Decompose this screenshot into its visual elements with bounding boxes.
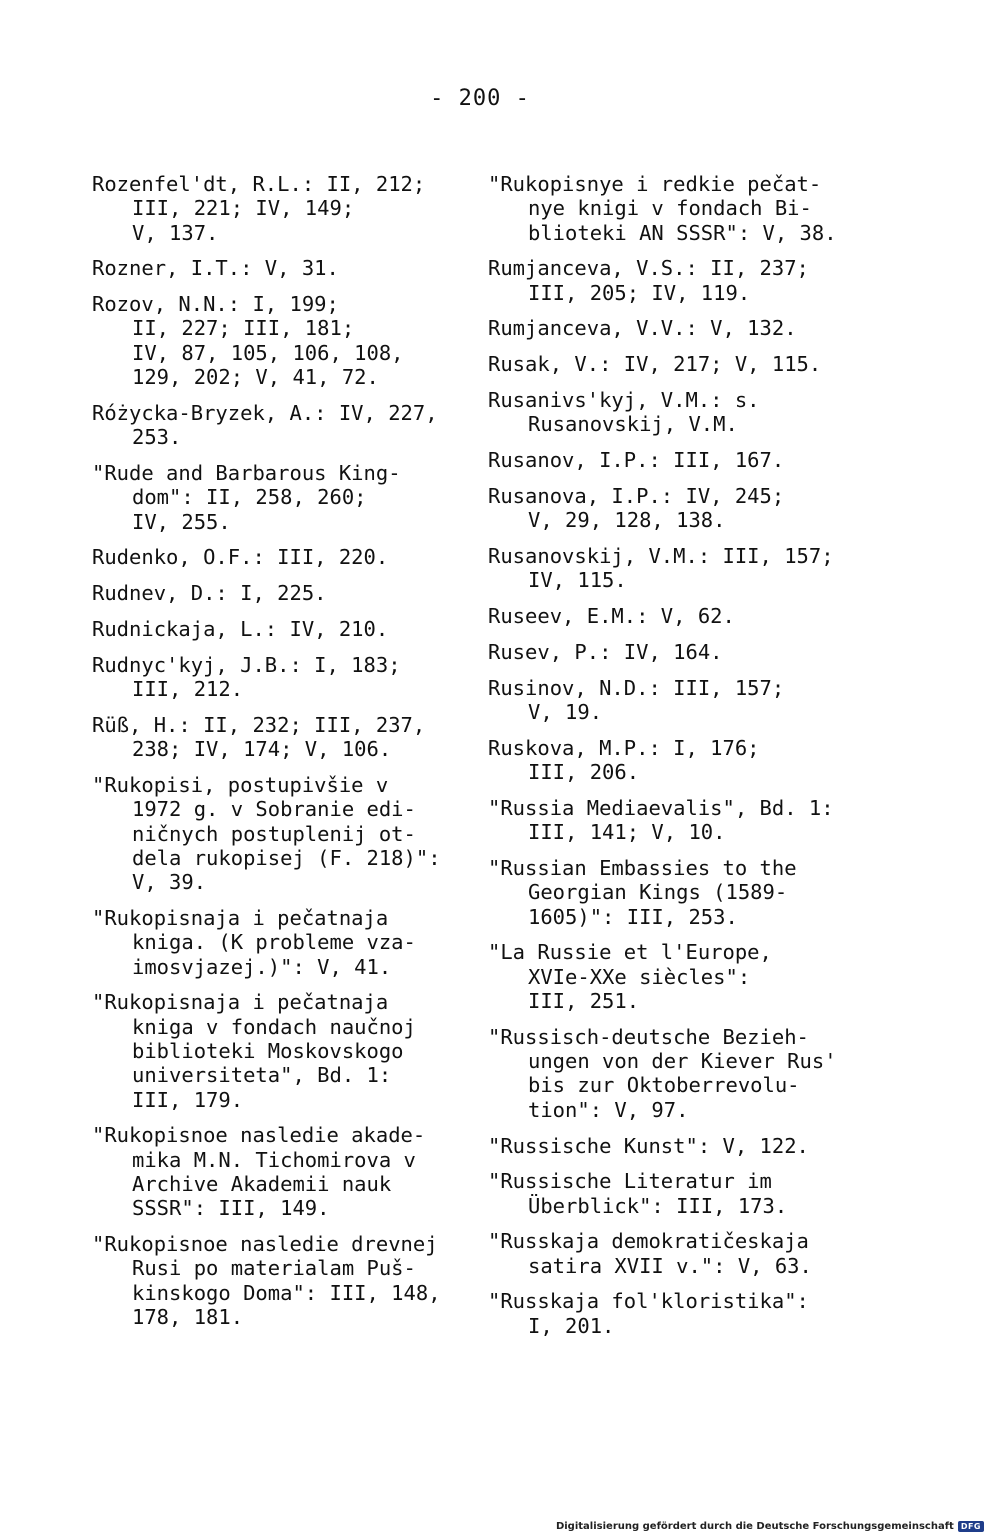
index-entry-line: Rudenko, O.F.: III, 220. — [92, 545, 389, 570]
index-entry-line: "Rukopisnoe nasledie drevnej — [92, 1231, 438, 1256]
index-entry — [92, 990, 472, 1111]
index-entry-line: Rumjanceva, V.V.: V, 132. — [488, 316, 797, 341]
index-entry — [488, 940, 873, 1013]
index-entry-line: "Rukopisnoe nasledie akade- — [92, 1123, 426, 1148]
index-entry — [488, 1025, 873, 1122]
index-entry-line: "Russkaja demokratičeskaja — [488, 1229, 809, 1254]
index-entry — [488, 388, 873, 437]
index-entry — [488, 1134, 873, 1158]
index-entry-line: Rozner, I.T.: V, 31. — [92, 256, 339, 281]
index-entry — [488, 640, 873, 664]
index-entry — [488, 256, 873, 305]
index-entry-line: ungen von der Kiever Rus' — [528, 1049, 837, 1074]
index-entry-line: dela rukopisej (F. 218)": — [132, 845, 441, 870]
index-entry-line: IV, 87, 105, 106, 108, — [132, 340, 404, 365]
index-entry — [92, 1123, 472, 1220]
index-entry-line: "Russisch-deutsche Bezieh- — [488, 1024, 809, 1049]
index-entry — [488, 736, 873, 785]
index-entry — [92, 653, 472, 702]
index-entry-line: Rozov, N.N.: I, 199; — [92, 292, 339, 317]
index-entry-line: imosvjazej.)": V, 41. — [132, 954, 392, 979]
index-entry-line: Rusanovskij, V.M.: III, 157; — [488, 544, 834, 569]
index-entry-line: "Russische Kunst": V, 122. — [488, 1133, 809, 1158]
index-entry-line: III, 251. — [528, 989, 640, 1014]
index-entry-line: Rüß, H.: II, 232; III, 237, — [92, 712, 426, 737]
index-entry — [92, 256, 472, 280]
index-entry-line: "Rude and Barbarous King- — [92, 460, 401, 485]
index-entry — [488, 484, 873, 533]
index-entry-line: IV, 255. — [132, 509, 231, 534]
index-entry-line: "Russia Mediaevalis", Bd. 1: — [488, 795, 834, 820]
index-entry-line: Georgian Kings (1589- — [528, 880, 788, 905]
index-entry-line: V, 19. — [528, 700, 603, 725]
index-entry-line: III, 205; IV, 119. — [528, 280, 751, 305]
index-entry-line: Rusanov, I.P.: III, 167. — [488, 448, 785, 473]
index-entry — [488, 676, 873, 725]
index-entry-line: kinskogo Doma": III, 148, — [132, 1280, 441, 1305]
index-entry-line: I, 201. — [528, 1313, 615, 1338]
dfg-logo: DFG — [958, 1521, 984, 1532]
index-entry-line: Ruskova, M.P.: I, 176; — [488, 735, 760, 760]
index-entry — [488, 172, 873, 245]
index-entry — [488, 1289, 873, 1338]
index-entry — [92, 461, 472, 534]
index-entry-line: Rusi po materialam Puš- — [132, 1256, 416, 1281]
index-entry-line: kniga v fondach naučnoj — [132, 1014, 416, 1039]
index-entry — [488, 604, 873, 628]
index-entry-line: "Rukopisnaja i pečatnaja — [92, 905, 389, 930]
index-entry — [488, 352, 873, 376]
index-entry-line: Rumjanceva, V.S.: II, 237; — [488, 256, 809, 281]
index-entry-line: dom": II, 258, 260; — [132, 485, 367, 510]
index-entry-line: "La Russie et l'Europe, — [488, 940, 772, 965]
index-entry-line: satira XVII v.": V, 63. — [528, 1253, 812, 1278]
index-entry — [488, 1169, 873, 1218]
index-entry-line: 129, 202; V, 41, 72. — [132, 365, 379, 390]
index-entry-line: "Russkaja fol'kloristika": — [488, 1289, 809, 1314]
index-entry-line: Rudnev, D.: I, 225. — [92, 581, 327, 606]
index-entry — [92, 292, 472, 389]
index-entry — [92, 713, 472, 762]
index-entry — [488, 316, 873, 340]
index-entry — [488, 1229, 873, 1278]
index-entry-line: III, 179. — [132, 1087, 244, 1112]
index-entry — [92, 617, 472, 641]
footer-credit: Digitalisierung gefördert durch die Deutsche Forschungsgemeinschaft — [555, 1521, 954, 1532]
index-entry-line: universiteta", Bd. 1: — [132, 1063, 392, 1088]
index-entry-line: Rusanivs'kyj, V.M.: s. — [488, 388, 760, 413]
index-entry-line: III, 141; V, 10. — [528, 820, 726, 845]
index-entry-line: III, 221; IV, 149; — [132, 196, 355, 221]
index-entry-line: III, 206. — [528, 760, 640, 785]
index-entry-line: II, 227; III, 181; — [132, 316, 355, 341]
index-entry-line: "Russian Embassies to the — [488, 856, 797, 881]
index-entry-line: Überblick": III, 173. — [528, 1193, 788, 1218]
index-entry — [488, 544, 873, 593]
index-entry-line: IV, 115. — [528, 568, 627, 593]
index-entry-line: Rusanovskij, V.M. — [528, 412, 738, 437]
index-entry-line: blioteki AN SSSR": V, 38. — [528, 220, 837, 245]
index-entry-line: Różycka-Bryzek, A.: IV, 227, — [92, 400, 438, 425]
index-entry-line: Rusak, V.: IV, 217; V, 115. — [488, 352, 822, 377]
index-entry — [92, 545, 472, 569]
index-column-right — [488, 172, 873, 1350]
index-entry-line: biblioteki Moskovskogo — [132, 1038, 404, 1063]
index-entry-line: bis zur Oktoberrevolu- — [528, 1073, 800, 1098]
index-entry-line: "Rukopisnaja i pečatnaja — [92, 990, 389, 1015]
index-entry — [92, 581, 472, 605]
index-entry-line: mika M.N. Tichomirova v — [132, 1147, 416, 1172]
footer — [556, 1521, 984, 1532]
index-entry-line: "Russische Literatur im — [488, 1169, 772, 1194]
index-entry-line: tion": V, 97. — [528, 1097, 689, 1122]
index-entry — [92, 401, 472, 450]
index-entry-line: XVIe-XXe siècles": — [528, 964, 751, 989]
index-entry-line: Rusinov, N.D.: III, 157; — [488, 675, 785, 700]
index-entry-line: "Rukopisi, postupivšie v — [92, 772, 389, 797]
index-entry-line: 178, 181. — [132, 1304, 244, 1329]
index-entry-line: 253. — [132, 425, 182, 450]
index-entry-line: Rudnickaja, L.: IV, 210. — [92, 616, 389, 641]
index-entry-line: 238; IV, 174; V, 106. — [132, 737, 392, 762]
index-entry — [488, 448, 873, 472]
index-entry-line: Rusev, P.: IV, 164. — [488, 639, 723, 664]
index-entry-line: Ruseev, E.M.: V, 62. — [488, 604, 735, 629]
index-entry-line: V, 137. — [132, 220, 219, 245]
page-number: - 200 - — [430, 86, 530, 111]
index-entry-line: Archive Akademii nauk — [132, 1171, 392, 1196]
index-entry-line: nye knigi v fondach Bi- — [528, 196, 812, 221]
index-entry — [92, 172, 472, 245]
index-entry — [92, 906, 472, 979]
index-entry — [92, 773, 472, 894]
index-entry-line: 1605)": III, 253. — [528, 904, 738, 929]
index-entry-line: kniga. (K probleme vza- — [132, 930, 416, 955]
index-entry-line: Rozenfel'dt, R.L.: II, 212; — [92, 172, 426, 196]
index-entry-line: V, 39. — [132, 870, 207, 895]
index-entry-line: "Rukopisnye i redkie pečat- — [488, 172, 822, 196]
index-entry-line: Rusanova, I.P.: IV, 245; — [488, 483, 785, 508]
index-entry-line: III, 212. — [132, 677, 244, 702]
index-entry — [488, 796, 873, 845]
index-entry-line: 1972 g. v Sobranie edi- — [132, 797, 416, 822]
index-entry-line: SSSR": III, 149. — [132, 1196, 330, 1221]
index-entry — [488, 856, 873, 929]
index-entry-line: Rudnyc'kyj, J.B.: I, 183; — [92, 652, 401, 677]
index-entry-line: V, 29, 128, 138. — [528, 508, 726, 533]
index-entry-line: ničnych postuplenij ot- — [132, 821, 416, 846]
index-entry — [92, 1232, 472, 1329]
index-column-left — [92, 172, 472, 1341]
